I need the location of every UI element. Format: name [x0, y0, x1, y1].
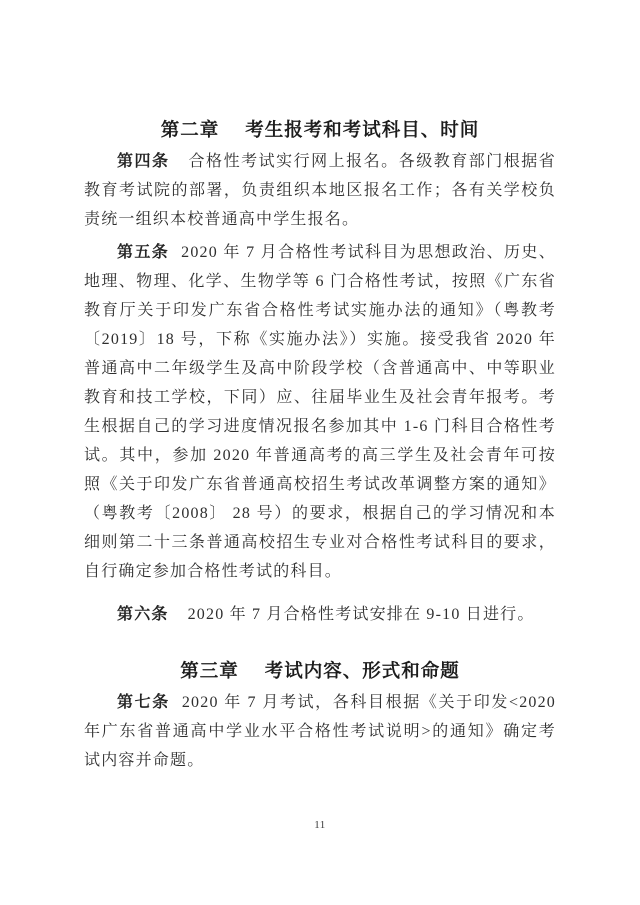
- article-6-label: 第六条: [117, 606, 169, 623]
- chapter-3-number: 第三章: [180, 660, 239, 681]
- article-5-text: 2020 年 7 月合格性考试科目为思想政治、历史、地理、物理、化学、生物学等 6 门合格性考试，按照《广东省教育厅关于印发广东省合格性考试实施办法的通知》（粤教考〔2019〕18 号，下称《实施办法》）实施。接受我省 2020 年普通高中二年级学生及高中阶段学校（含普通高中、中等职业教育和技工学校，下同）应、往届毕业生及社会青年报考。考生根据自己的学习进度情况报名参加其中 1-6 门科目合格性考试。其中，参加 2020 年普通高考的高三学生及社会青年可按照《关于印发广东省普通高校招生考试改革调整方案的通知》（粤教考〔2008〕 28 号）的要求，根据自己的学习情况和本细则第二十三条普通高校招生专业对合格性考试科目的要求，自行确定参加合格性考试的科目。: [84, 244, 556, 580]
- article-4-text: 合格性考试实行网上报名。各级教育部门根据省教育考试院的部署，负责组织本地区报名工作；各有关学校负责统一组织本校普通高中学生报名。: [84, 153, 556, 228]
- chapter-3-title: 考试内容、形式和命题: [264, 660, 460, 681]
- article-7-paragraph: [84, 688, 556, 775]
- article-6-paragraph: [84, 600, 556, 629]
- article-5-paragraph: [84, 238, 556, 586]
- article-4-label: 第四条: [117, 153, 170, 170]
- chapter-2-title: 考生报考和考试科目、时间: [245, 119, 480, 140]
- page-number: 11: [314, 819, 326, 831]
- article-6-text: 2020 年 7 月合格性考试安排在 9-10 日进行。: [187, 606, 535, 623]
- chapter-2-heading: [84, 117, 556, 143]
- article-4-paragraph: [84, 147, 556, 234]
- article-5-label: 第五条: [117, 244, 170, 261]
- article-7-label: 第七条: [117, 694, 170, 711]
- chapter-3-heading: [84, 658, 556, 684]
- chapter-2-number: 第二章: [160, 119, 220, 140]
- article-7-text: 2020 年 7 月考试，各科目根据《关于印发<2020 年广东省普通高中学业水平合格性考试说明>的通知》确定考试内容并命题。: [84, 694, 556, 769]
